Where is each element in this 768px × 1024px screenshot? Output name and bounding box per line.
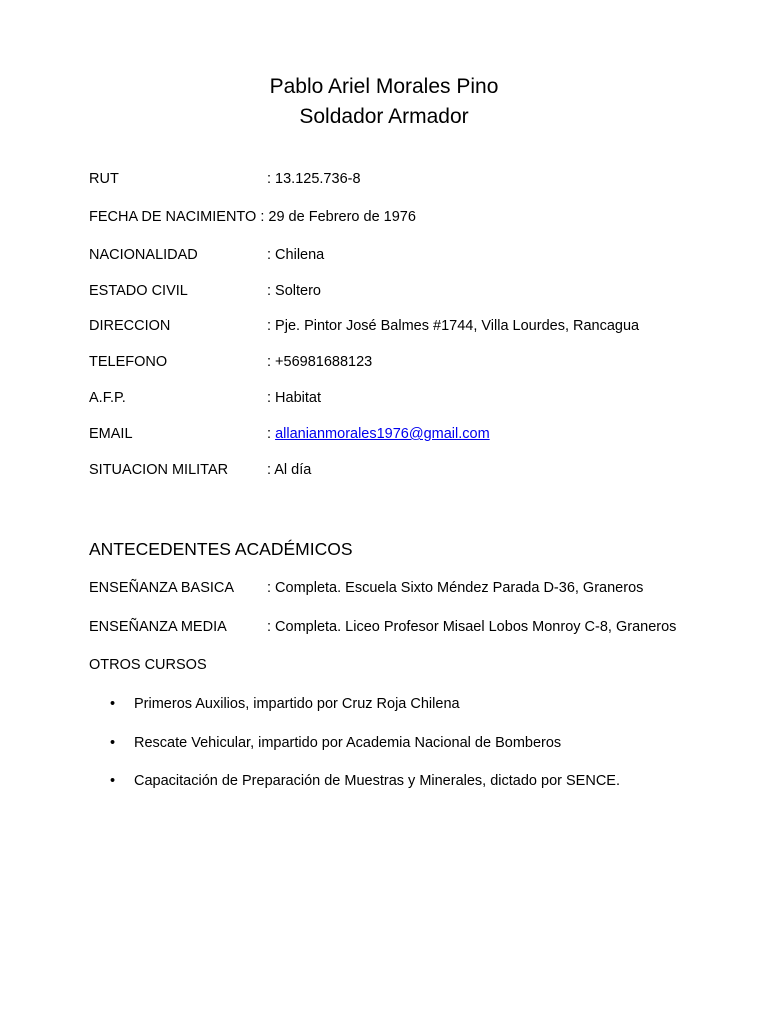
other-courses-label: OTROS CURSOS bbox=[89, 657, 207, 673]
candidate-name: Pablo Ariel Morales Pino bbox=[269, 75, 499, 98]
nationality-value: : Chilena bbox=[267, 247, 325, 263]
phone-value: : +56981688123 bbox=[267, 354, 373, 370]
bullet-icon: • bbox=[110, 735, 116, 751]
course-text: Primeros Auxilios, impartido por Cruz Roja Chilena bbox=[134, 696, 460, 712]
course-text: Rescate Vehicular, impartido por Academia Nacional de Bomberos bbox=[134, 735, 562, 751]
afp-label: A.F.P. bbox=[89, 390, 126, 406]
address-value: : Pje. Pintor José Balmes #1744, Villa Lourdes, Rancagua bbox=[267, 318, 640, 334]
bullet-icon: • bbox=[110, 696, 116, 712]
nationality-label: NACIONALIDAD bbox=[89, 247, 198, 263]
course-item bbox=[110, 734, 561, 752]
course-item bbox=[110, 772, 620, 790]
secondary-education-label: ENSEÑANZA MEDIA bbox=[89, 619, 227, 635]
basic-education-label: ENSEÑANZA BASICA bbox=[89, 580, 235, 596]
birthdate-row bbox=[89, 208, 416, 226]
birthdate-label: FECHA DE NACIMIENTO bbox=[89, 209, 257, 225]
civil-status-value: : Soltero bbox=[267, 283, 321, 299]
course-text: Capacitación de Preparación de Muestras y Minerales, dictado por SENCE. bbox=[134, 773, 620, 789]
civil-status-label: ESTADO CIVIL bbox=[89, 283, 188, 299]
email-link[interactable]: allanianmorales1976@gmail.com bbox=[275, 426, 490, 442]
email-value-wrapper bbox=[267, 425, 490, 443]
military-value: : Al día bbox=[267, 462, 312, 478]
email-prefix: : bbox=[267, 426, 276, 442]
birthdate-value: : 29 de Febrero de 1976 bbox=[256, 209, 416, 225]
course-item bbox=[110, 695, 460, 713]
rut-label: RUT bbox=[89, 171, 119, 187]
academic-heading: ANTECEDENTES ACADÉMICOS bbox=[89, 539, 353, 559]
phone-label: TELEFONO bbox=[89, 354, 168, 370]
rut-value: : 13.125.736-8 bbox=[267, 171, 361, 187]
basic-education-value: : Completa. Escuela Sixto Méndez Parada D-36, Graneros bbox=[267, 580, 644, 596]
secondary-education-value: : Completa. Liceo Profesor Misael Lobos Monroy C-8, Graneros bbox=[267, 619, 677, 635]
military-label: SITUACION MILITAR bbox=[89, 462, 229, 478]
bullet-icon: • bbox=[110, 773, 116, 789]
candidate-profession: Soldador Armador bbox=[299, 105, 469, 128]
email-label: EMAIL bbox=[89, 426, 133, 442]
address-label: DIRECCION bbox=[89, 318, 171, 334]
afp-value: : Habitat bbox=[267, 390, 321, 406]
